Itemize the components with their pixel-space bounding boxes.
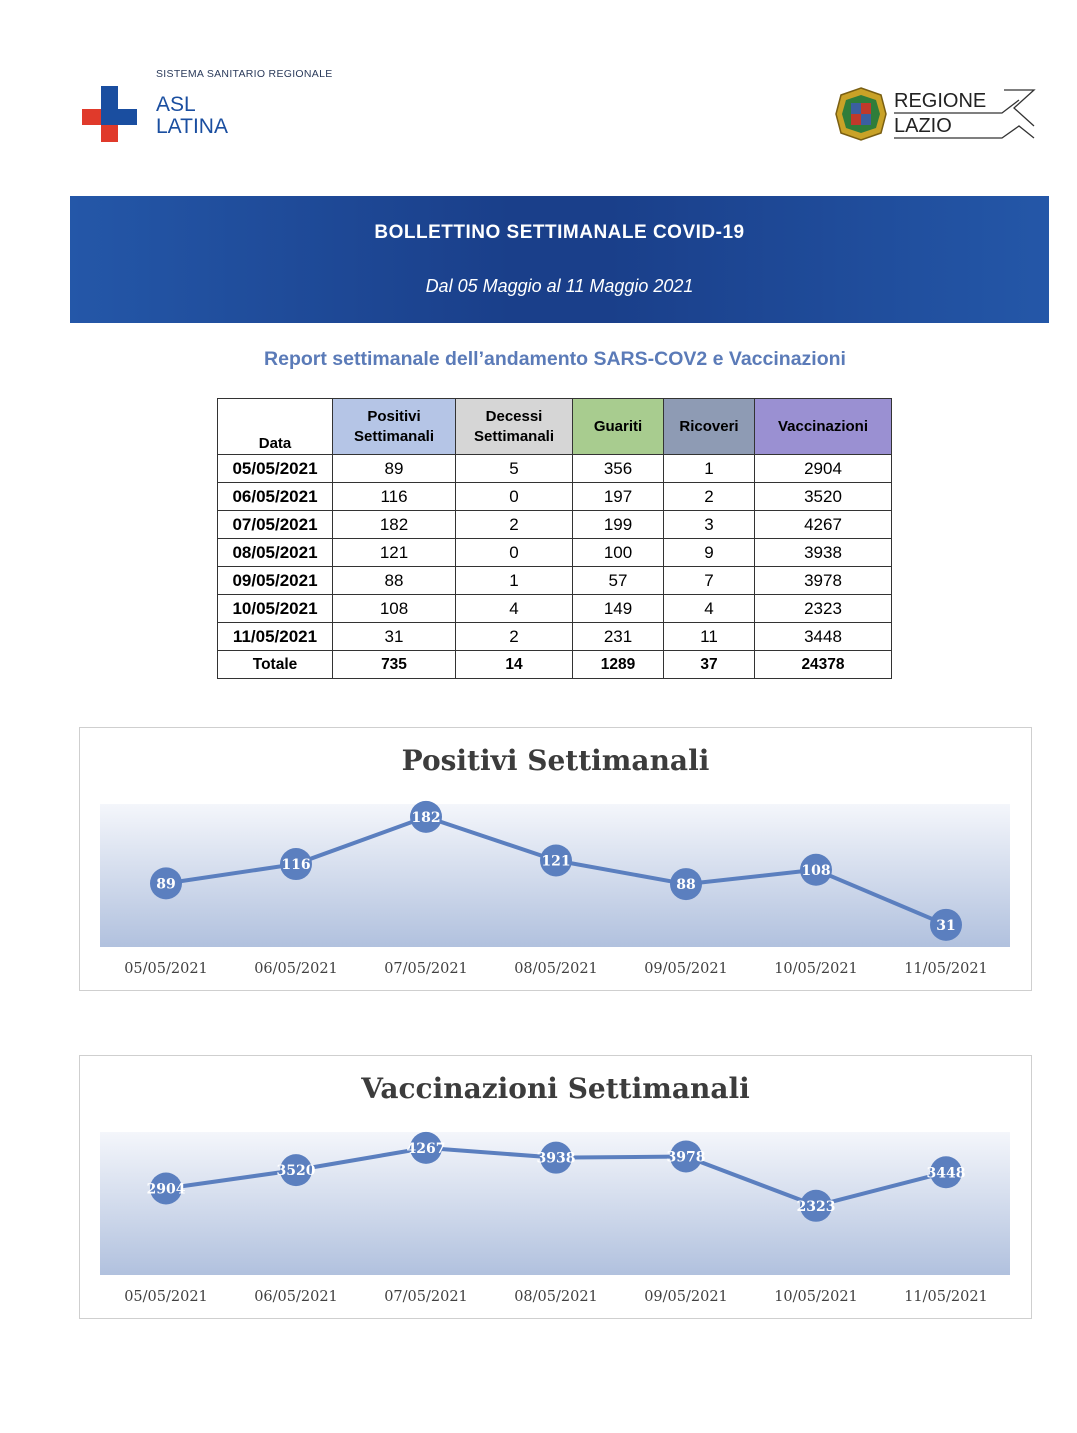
col-header-vaccinazioni: Vaccinazioni [755, 399, 892, 455]
cell-total-vaccinazioni: 24378 [755, 651, 892, 679]
table-row [218, 511, 892, 539]
cell-ricoveri: 11 [664, 623, 755, 651]
cell-decessi: 2 [456, 623, 573, 651]
cell-guariti: 197 [573, 483, 664, 511]
x-tick-label: 08/05/2021 [514, 1289, 598, 1305]
cell-positivi: 88 [333, 567, 456, 595]
cell-decessi: 1 [456, 567, 573, 595]
data-label: 2904 [146, 1181, 186, 1198]
cell-decessi: 0 [456, 483, 573, 511]
cross-icon-red-left [82, 109, 101, 125]
cell-vaccinazioni: 2323 [755, 595, 892, 623]
table-row [218, 623, 892, 651]
cell-guariti: 199 [573, 511, 664, 539]
data-label: 3520 [276, 1163, 316, 1180]
data-label: 3448 [926, 1165, 966, 1182]
asl-subtitle: SISTEMA SANITARIO REGIONALE [156, 68, 333, 80]
cell-ricoveri: 3 [664, 511, 755, 539]
cell-decessi: 2 [456, 511, 573, 539]
col-header-ricoveri: Ricoveri [664, 399, 755, 455]
cell-date: 10/05/2021 [218, 595, 333, 623]
table-row [218, 595, 892, 623]
data-label: 31 [936, 917, 956, 934]
cell-total-label: Totale [218, 651, 333, 679]
x-tick-label: 06/05/2021 [254, 961, 338, 977]
chart-vaccinazioni-svg [80, 1056, 1031, 1318]
col-header-positivi [333, 399, 456, 455]
data-label: 89 [156, 876, 176, 893]
bulletin-banner [70, 196, 1049, 323]
report-title: Report settimanale dell’andamento SARS-COV2 e Vaccinazioni [264, 348, 846, 370]
x-tick-label: 11/05/2021 [904, 961, 988, 977]
cell-positivi: 116 [333, 483, 456, 511]
region-name-line1: REGIONE [894, 90, 987, 112]
x-tick-label: 09/05/2021 [644, 961, 728, 977]
cell-total-guariti: 1289 [573, 651, 664, 679]
cell-total-ricoveri: 37 [664, 651, 755, 679]
cell-positivi: 89 [333, 455, 456, 483]
col-header-decessi-line1: Decessi [485, 407, 543, 425]
cell-ricoveri: 4 [664, 595, 755, 623]
cell-ricoveri: 7 [664, 567, 755, 595]
col-header-guariti: Guariti [573, 399, 664, 455]
x-tick-label: 05/05/2021 [124, 961, 208, 977]
cell-guariti: 57 [573, 567, 664, 595]
cell-total-decessi: 14 [456, 651, 573, 679]
regione-lazio-logo [834, 86, 1039, 142]
x-tick-label: 08/05/2021 [514, 961, 598, 977]
cell-decessi: 0 [456, 539, 573, 567]
data-label: 182 [411, 809, 441, 826]
bulletin-period: Dal 05 Maggio al 11 Maggio 2021 [425, 276, 694, 296]
col-header-positivi-line2: Settimanali [353, 427, 435, 445]
cell-date: 06/05/2021 [218, 483, 333, 511]
cell-guariti: 100 [573, 539, 664, 567]
cell-vaccinazioni: 3938 [755, 539, 892, 567]
cell-date: 08/05/2021 [218, 539, 333, 567]
data-label: 108 [801, 862, 831, 879]
cell-positivi: 121 [333, 539, 456, 567]
cell-date: 07/05/2021 [218, 511, 333, 539]
chart-positivi [79, 727, 1032, 991]
asl-latina-logo [82, 64, 382, 149]
x-tick-label: 05/05/2021 [124, 1289, 208, 1305]
cell-guariti: 231 [573, 623, 664, 651]
chart-title: Positivi Settimanali [401, 744, 710, 777]
table-row [218, 483, 892, 511]
cell-date: 09/05/2021 [218, 567, 333, 595]
data-label: 3978 [666, 1149, 706, 1166]
weekly-report-table [217, 398, 892, 679]
table-header-row [218, 399, 892, 455]
cell-date: 11/05/2021 [218, 623, 333, 651]
asl-name-line2: LATINA [156, 115, 228, 138]
cell-vaccinazioni: 4267 [755, 511, 892, 539]
cell-vaccinazioni: 3448 [755, 623, 892, 651]
x-tick-label: 07/05/2021 [384, 961, 468, 977]
col-header-decessi-line2: Settimanali [473, 427, 555, 445]
x-tick-label: 06/05/2021 [254, 1289, 338, 1305]
col-header-data: Data [218, 399, 333, 455]
cell-total-positivi: 735 [333, 651, 456, 679]
cell-vaccinazioni: 3978 [755, 567, 892, 595]
x-tick-label: 07/05/2021 [384, 1289, 468, 1305]
col-header-positivi-line1: Positivi [367, 407, 421, 425]
cell-ricoveri: 2 [664, 483, 755, 511]
table-total-row [218, 651, 892, 679]
col-header-decessi [456, 399, 573, 455]
bulletin-title: BOLLETTINO SETTIMANALE COVID-19 [374, 222, 745, 243]
chart-positivi-svg [80, 728, 1031, 990]
table-row [218, 455, 892, 483]
chart-vaccinazioni [79, 1055, 1032, 1319]
cell-ricoveri: 9 [664, 539, 755, 567]
region-name-line2: LAZIO [894, 115, 952, 137]
data-label: 2323 [796, 1198, 836, 1215]
cell-ricoveri: 1 [664, 455, 755, 483]
data-label: 4267 [406, 1140, 446, 1157]
data-label: 3938 [536, 1150, 576, 1167]
cell-positivi: 31 [333, 623, 456, 651]
cell-positivi: 108 [333, 595, 456, 623]
asl-name-line1: ASL [156, 93, 196, 116]
cell-date: 05/05/2021 [218, 455, 333, 483]
table-row [218, 539, 892, 567]
cell-positivi: 182 [333, 511, 456, 539]
cell-decessi: 4 [456, 595, 573, 623]
data-label: 88 [676, 877, 696, 894]
x-tick-label: 11/05/2021 [904, 1289, 988, 1305]
x-tick-label: 09/05/2021 [644, 1289, 728, 1305]
data-label: 116 [281, 857, 311, 874]
cell-guariti: 149 [573, 595, 664, 623]
data-label: 121 [541, 853, 571, 870]
cell-vaccinazioni: 3520 [755, 483, 892, 511]
cell-guariti: 356 [573, 455, 664, 483]
cell-decessi: 5 [456, 455, 573, 483]
x-tick-label: 10/05/2021 [774, 961, 858, 977]
cell-vaccinazioni: 2904 [755, 455, 892, 483]
table-row [218, 567, 892, 595]
cross-icon-red-bottom [101, 125, 118, 142]
x-tick-label: 10/05/2021 [774, 1289, 858, 1305]
chart-title: Vaccinazioni Settimanali [361, 1072, 750, 1105]
